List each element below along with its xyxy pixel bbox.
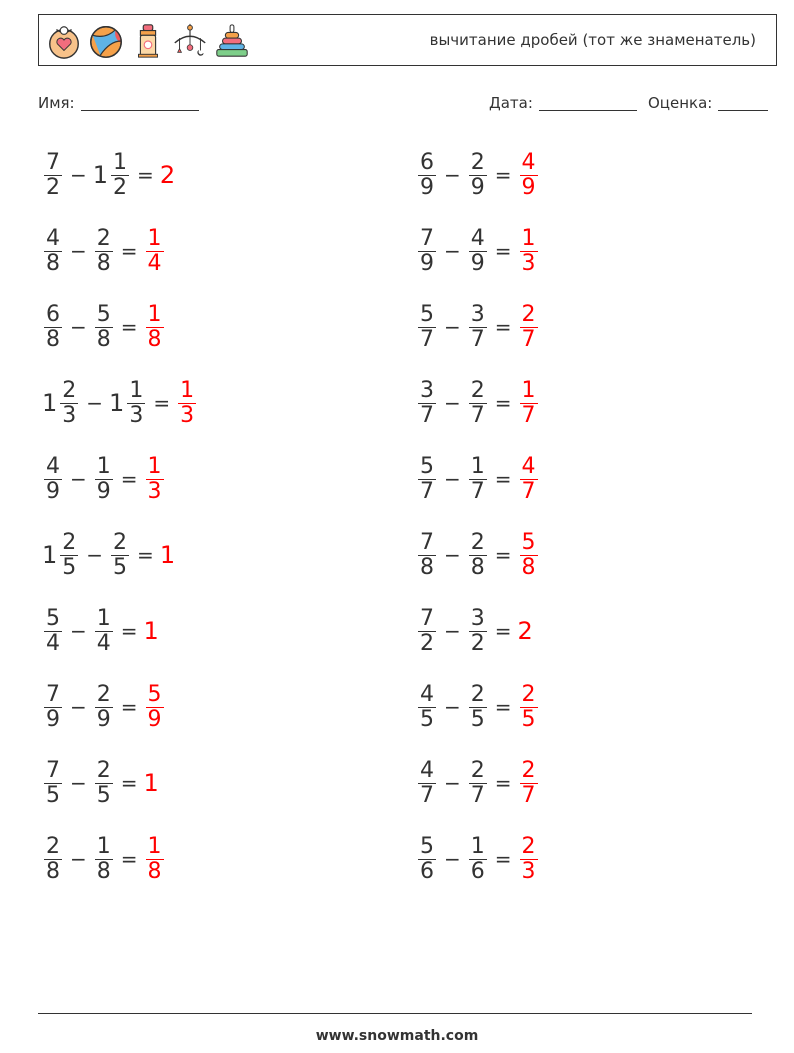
numerator: 5	[46, 605, 60, 631]
equals-sign: =	[494, 847, 512, 871]
denominator: 6	[470, 858, 485, 884]
minus-sign: −	[444, 315, 461, 339]
problem-row	[416, 602, 534, 660]
fraction	[469, 455, 487, 504]
numerator: 2	[470, 149, 485, 175]
fraction	[520, 379, 538, 428]
numerator: 1	[147, 453, 162, 479]
fraction	[178, 379, 196, 428]
fraction	[146, 455, 164, 504]
footer-divider	[38, 1013, 752, 1014]
denominator: 3	[62, 402, 77, 428]
denominator: 9	[96, 478, 111, 504]
grade-field	[648, 94, 768, 112]
equals-sign: =	[120, 315, 138, 339]
equals-sign: =	[494, 315, 512, 339]
answer	[176, 379, 198, 428]
equals-sign: =	[494, 619, 512, 643]
denominator: 8	[420, 554, 434, 580]
answer	[518, 227, 540, 276]
answer	[518, 455, 540, 504]
denominator: 7	[470, 782, 485, 808]
fraction	[44, 227, 62, 276]
answer	[518, 379, 540, 428]
denominator: 5	[113, 554, 128, 580]
numerator: 7	[46, 149, 60, 175]
denominator: 7	[470, 326, 485, 352]
numerator: 4	[521, 149, 536, 175]
equals-sign: =	[137, 163, 154, 187]
fraction	[60, 531, 78, 580]
numerator: 5	[420, 453, 434, 479]
denominator: 7	[470, 402, 485, 428]
minus-sign: −	[70, 467, 87, 491]
fraction	[418, 759, 436, 808]
numerator: 5	[420, 301, 434, 327]
fraction	[418, 227, 436, 276]
fraction	[111, 151, 129, 200]
minus-sign: −	[86, 543, 104, 567]
denominator: 5	[96, 782, 111, 808]
problem-row	[42, 146, 176, 204]
problem-row	[416, 450, 540, 508]
fraction	[60, 379, 78, 428]
fraction	[44, 151, 62, 200]
fraction	[146, 683, 164, 732]
problem-row	[42, 450, 166, 508]
fraction	[95, 759, 113, 808]
problem-row	[42, 298, 166, 356]
fraction	[520, 303, 538, 352]
fraction	[520, 683, 538, 732]
fraction	[44, 759, 62, 808]
numerator: 6	[46, 301, 60, 327]
denominator: 7	[420, 782, 434, 808]
minus-sign: −	[70, 771, 87, 795]
footer-url: www.snowmath.com	[315, 1028, 479, 1044]
numerator: 2	[62, 529, 77, 555]
numerator: 2	[62, 377, 77, 403]
denominator: 9	[46, 706, 60, 732]
numerator: 5	[521, 529, 536, 555]
denominator: 8	[96, 326, 111, 352]
equals-sign: =	[494, 543, 512, 567]
name-field	[38, 94, 199, 112]
numerator: 1	[129, 377, 144, 403]
answer	[518, 683, 540, 732]
fraction	[44, 455, 62, 504]
minus-sign: −	[70, 315, 87, 339]
numerator: 5	[96, 301, 111, 327]
denominator: 9	[470, 174, 485, 200]
numerator: 1	[96, 833, 111, 859]
denominator: 7	[521, 402, 536, 428]
denominator: 7	[420, 402, 434, 428]
denominator: 9	[420, 174, 434, 200]
fraction	[469, 531, 487, 580]
numerator: 4	[470, 225, 485, 251]
denominator: 4	[96, 630, 111, 656]
problem-row	[416, 222, 540, 280]
fraction	[111, 531, 129, 580]
fraction	[469, 303, 487, 352]
stacking-rings-icon	[213, 21, 251, 61]
fraction	[95, 607, 113, 656]
denominator: 2	[113, 174, 128, 200]
answer	[518, 151, 540, 200]
problem-row	[416, 298, 540, 356]
denominator: 7	[470, 478, 485, 504]
problem-row	[416, 830, 540, 888]
minus-sign: −	[444, 391, 461, 415]
denominator: 4	[147, 250, 162, 276]
numerator: 3	[420, 377, 434, 403]
numerator: 7	[46, 681, 60, 707]
answer	[518, 531, 540, 580]
answer	[144, 455, 166, 504]
numerator: 1	[147, 225, 162, 251]
denominator: 8	[46, 858, 60, 884]
numerator: 2	[521, 757, 536, 783]
minus-sign: −	[444, 163, 461, 187]
denominator: 9	[521, 174, 536, 200]
fraction	[418, 151, 436, 200]
baby-bottle-icon	[129, 21, 167, 61]
denominator: 8	[521, 554, 536, 580]
numerator: 2	[470, 681, 485, 707]
grade-blank[interactable]	[718, 94, 768, 111]
fraction	[520, 227, 538, 276]
fraction	[520, 531, 538, 580]
fraction	[44, 303, 62, 352]
problem-row	[416, 754, 540, 812]
numerator: 5	[420, 833, 434, 859]
date-blank[interactable]	[539, 94, 637, 111]
denominator: 8	[46, 250, 60, 276]
answer	[160, 541, 176, 569]
answer	[518, 759, 540, 808]
whole-number: 1	[92, 161, 109, 189]
denominator: 3	[521, 250, 536, 276]
bib-heart-icon	[45, 21, 83, 61]
answer	[144, 617, 160, 645]
baby-mobile-icon	[171, 21, 209, 61]
fraction	[418, 379, 436, 428]
equals-sign: =	[494, 771, 512, 795]
fraction	[520, 151, 538, 200]
equals-sign: =	[120, 467, 138, 491]
minus-sign: −	[70, 239, 87, 263]
denominator: 5	[420, 706, 434, 732]
minus-sign: −	[86, 391, 104, 415]
numerator: 2	[96, 757, 111, 783]
numerator: 1	[521, 377, 536, 403]
numerator: 2	[113, 529, 128, 555]
denominator: 3	[180, 402, 195, 428]
problem-row	[42, 602, 160, 660]
answer	[518, 303, 540, 352]
fraction	[418, 835, 436, 884]
numerator: 2	[470, 377, 485, 403]
whole-number: 1	[143, 769, 159, 797]
denominator: 2	[46, 174, 60, 200]
denominator: 8	[147, 326, 162, 352]
minus-sign: −	[444, 695, 461, 719]
numerator: 2	[521, 681, 536, 707]
fraction	[418, 455, 436, 504]
whole-number: 1	[109, 389, 125, 417]
whole-number: 2	[517, 617, 533, 645]
minus-sign: −	[444, 239, 461, 263]
numerator: 7	[420, 225, 434, 251]
numerator: 4	[46, 453, 60, 479]
denominator: 9	[96, 706, 111, 732]
minus-sign: −	[444, 619, 461, 643]
worksheet-header	[38, 14, 777, 66]
fraction	[520, 455, 538, 504]
numerator: 1	[96, 453, 111, 479]
denominator: 9	[147, 706, 162, 732]
name-blank[interactable]	[81, 94, 199, 111]
fraction	[418, 531, 436, 580]
equals-sign: =	[494, 391, 512, 415]
fraction	[520, 835, 538, 884]
problem-row	[416, 678, 540, 736]
fraction	[95, 835, 113, 884]
problem-row	[416, 146, 540, 204]
equals-sign: =	[137, 543, 154, 567]
numerator: 6	[420, 149, 434, 175]
fraction	[95, 303, 113, 352]
equals-sign: =	[494, 239, 512, 263]
denominator: 3	[521, 858, 536, 884]
answer	[144, 835, 166, 884]
denominator: 5	[46, 782, 60, 808]
fraction	[146, 835, 164, 884]
fraction	[146, 227, 164, 276]
minus-sign: −	[70, 847, 87, 871]
equals-sign: =	[120, 695, 138, 719]
fraction	[418, 607, 436, 656]
answer	[144, 303, 166, 352]
minus-sign: −	[444, 847, 461, 871]
numerator: 2	[96, 225, 111, 251]
numerator: 1	[470, 453, 485, 479]
numerator: 1	[113, 149, 128, 175]
numerator: 4	[46, 225, 60, 251]
numerator: 7	[420, 529, 434, 555]
equals-sign: =	[494, 695, 512, 719]
denominator: 7	[420, 326, 434, 352]
worksheet-title: вычитание дробей (тот же знаменатель)	[429, 31, 756, 49]
name-label: Имя:	[38, 94, 75, 112]
numerator: 4	[420, 681, 434, 707]
fraction	[44, 835, 62, 884]
header-icons	[45, 21, 251, 63]
whole-number: 1	[42, 541, 58, 569]
equals-sign: =	[153, 391, 171, 415]
numerator: 5	[147, 681, 162, 707]
numerator: 3	[470, 605, 485, 631]
problem-row	[416, 374, 540, 432]
fraction	[469, 607, 487, 656]
denominator: 5	[62, 554, 77, 580]
answer	[518, 617, 534, 645]
fraction	[95, 455, 113, 504]
numerator: 4	[521, 453, 536, 479]
numerator: 7	[420, 605, 434, 631]
problem-row	[416, 526, 540, 584]
denominator: 8	[96, 250, 111, 276]
numerator: 1	[180, 377, 195, 403]
denominator: 7	[420, 478, 434, 504]
fraction	[95, 683, 113, 732]
fraction	[469, 683, 487, 732]
denominator: 8	[470, 554, 485, 580]
answer	[144, 769, 160, 797]
date-label: Дата:	[489, 94, 533, 112]
denominator: 7	[521, 782, 536, 808]
minus-sign: −	[70, 163, 87, 187]
denominator: 9	[420, 250, 434, 276]
denominator: 9	[46, 478, 60, 504]
fraction	[146, 303, 164, 352]
denominator: 2	[420, 630, 434, 656]
numerator: 2	[470, 529, 485, 555]
equals-sign: =	[494, 163, 512, 187]
fraction	[418, 303, 436, 352]
problem-row	[42, 222, 166, 280]
problem-row	[42, 678, 166, 736]
numerator: 1	[147, 301, 162, 327]
denominator: 8	[46, 326, 60, 352]
numerator: 4	[420, 757, 434, 783]
denominator: 8	[147, 858, 162, 884]
equals-sign: =	[120, 239, 138, 263]
fraction	[520, 759, 538, 808]
minus-sign: −	[70, 695, 87, 719]
numerator: 3	[470, 301, 485, 327]
equals-sign: =	[494, 467, 512, 491]
answer	[160, 161, 176, 189]
fraction	[418, 683, 436, 732]
equals-sign: =	[120, 619, 138, 643]
numerator: 2	[521, 833, 536, 859]
whole-number: 1	[159, 541, 176, 569]
fraction	[469, 835, 487, 884]
denominator: 5	[470, 706, 485, 732]
denominator: 8	[96, 858, 111, 884]
minus-sign: −	[444, 467, 461, 491]
minus-sign: −	[444, 543, 461, 567]
denominator: 5	[521, 706, 536, 732]
answer	[144, 227, 166, 276]
denominator: 3	[129, 402, 144, 428]
fraction	[44, 683, 62, 732]
problem-row	[42, 374, 198, 432]
denominator: 2	[470, 630, 485, 656]
problem-row	[42, 830, 166, 888]
answer	[518, 835, 540, 884]
denominator: 6	[420, 858, 434, 884]
date-field	[489, 94, 637, 112]
fraction	[469, 759, 487, 808]
numerator: 1	[521, 225, 536, 251]
beach-ball-icon	[87, 21, 125, 61]
whole-number: 2	[159, 161, 176, 189]
denominator: 7	[521, 326, 536, 352]
whole-number: 1	[42, 389, 58, 417]
numerator: 1	[96, 605, 111, 631]
numerator: 2	[521, 301, 536, 327]
whole-number: 1	[143, 617, 159, 645]
minus-sign: −	[444, 771, 461, 795]
denominator: 7	[521, 478, 536, 504]
denominator: 4	[46, 630, 60, 656]
denominator: 9	[470, 250, 485, 276]
fraction	[95, 227, 113, 276]
fraction	[469, 151, 487, 200]
fraction	[469, 379, 487, 428]
grade-label: Оценка:	[648, 94, 713, 112]
numerator: 2	[96, 681, 111, 707]
numerator: 2	[470, 757, 485, 783]
equals-sign: =	[120, 847, 138, 871]
equals-sign: =	[120, 771, 138, 795]
fraction	[44, 607, 62, 656]
numerator: 2	[46, 833, 60, 859]
problem-row	[42, 754, 160, 812]
numerator: 1	[147, 833, 162, 859]
minus-sign: −	[70, 619, 87, 643]
numerator: 1	[470, 833, 485, 859]
problem-row	[42, 526, 176, 584]
fraction	[469, 227, 487, 276]
fraction	[127, 379, 145, 428]
numerator: 7	[46, 757, 60, 783]
denominator: 3	[147, 478, 162, 504]
answer	[144, 683, 166, 732]
